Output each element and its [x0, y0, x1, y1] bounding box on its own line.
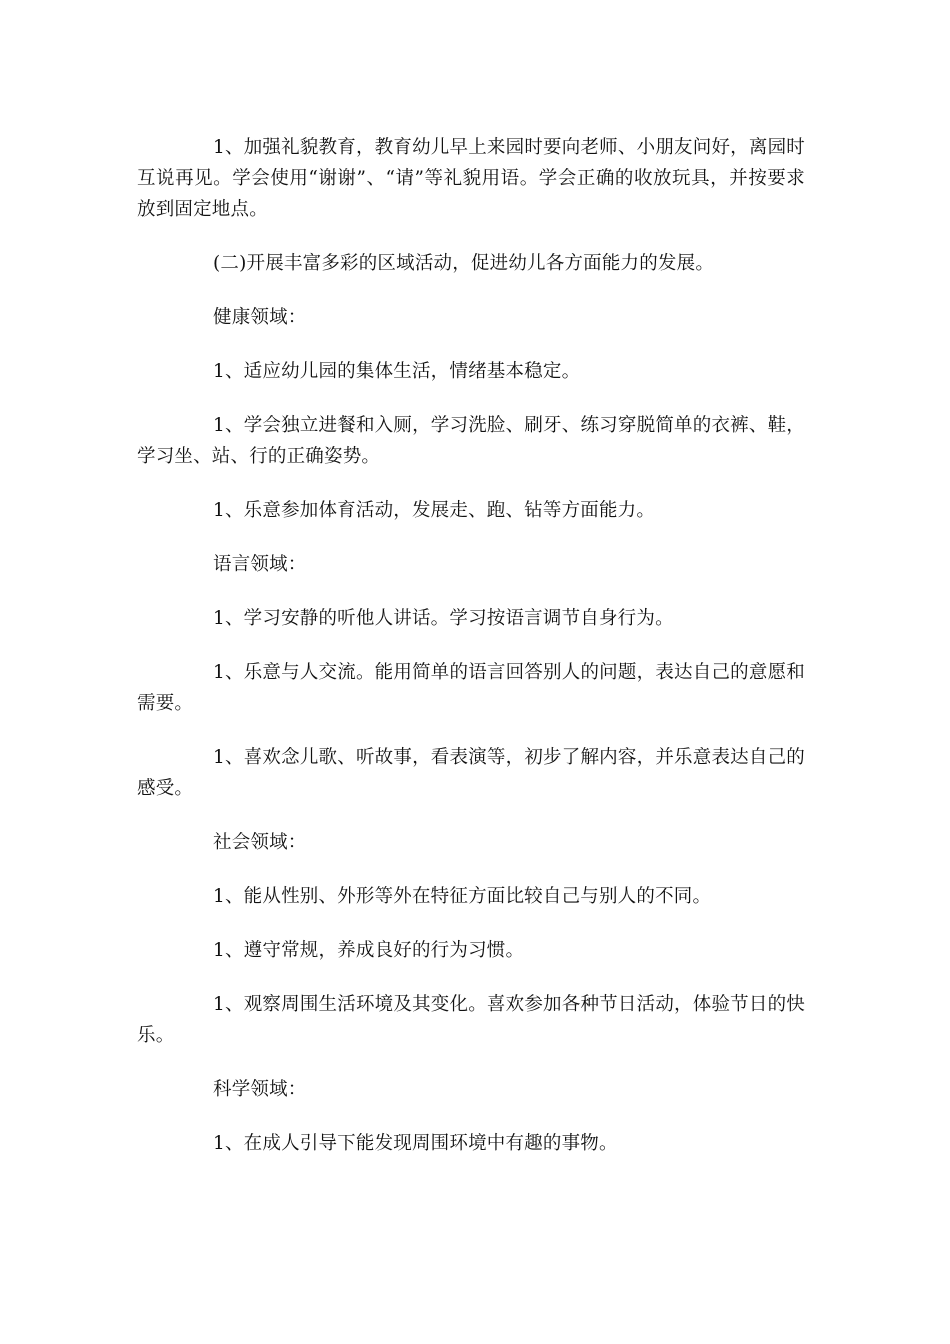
list-item: 1、观察周围生活环境及其变化。喜欢参加各种节日活动，体验节日的快乐。 — [137, 994, 805, 1046]
list-item: 1、能从性别、外形等外在特征方面比较自己与别人的不同。 — [213, 886, 712, 907]
list-item: 1、乐意与人交流。能用简单的语言回答别人的问题，表达自己的意愿和需要。 — [137, 662, 805, 714]
list-item: 1、遵守常规，养成良好的行为习惯。 — [213, 940, 525, 961]
list-item: 1、乐意参加体育活动，发展走、跑、钻等方面能力。 — [213, 500, 656, 521]
list-item: 1、学习安静的听他人讲话。学习按语言调节自身行为。 — [213, 608, 674, 629]
heading-social-domain: 社会领域： — [213, 832, 307, 853]
heading-health-domain: 健康领域： — [213, 307, 307, 328]
list-item: 1、适应幼儿园的集体生活，情绪基本稳定。 — [213, 361, 581, 382]
list-item: 1、喜欢念儿歌、听故事，看表演等，初步了解内容，并乐意表达自己的感受。 — [137, 747, 805, 799]
heading-science-domain: 科学领域： — [213, 1079, 307, 1100]
document-body — [137, 132, 805, 1182]
heading-language-domain: 语言领域： — [213, 554, 307, 575]
section-heading-area-activities: (二)开展丰富多彩的区域活动，促进幼儿各方面能力的发展。 — [213, 253, 715, 274]
list-item: 1、学会独立进餐和入厕，学习洗脸、刷牙、练习穿脱简单的衣裤、鞋，学习坐、站、行的正确姿势。 — [137, 415, 805, 467]
list-item: 1、在成人引导下能发现周围环境中有趣的事物。 — [213, 1133, 618, 1154]
paragraph-courtesy-education: 1、加强礼貌教育，教育幼儿早上来园时要向老师、小朋友问好，离园时互说再见。学会使用“谢谢”、“请”等礼貌用语。学会正确的收放玩具，并按要求放到固定地点。 — [137, 137, 805, 220]
